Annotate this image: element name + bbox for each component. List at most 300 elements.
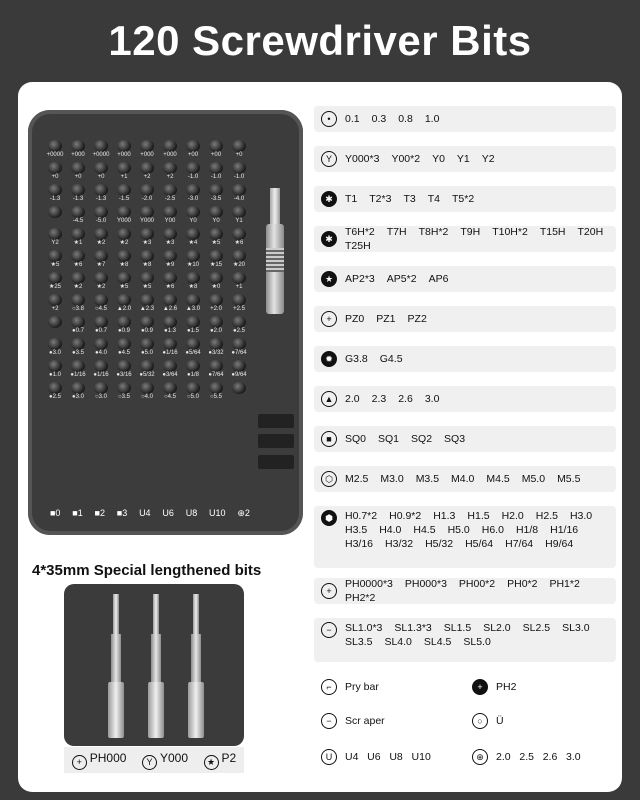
bit-label: ○3.8 <box>72 306 84 312</box>
bit-label: +0000 <box>46 152 64 158</box>
bit-label: ★0 <box>211 284 221 290</box>
bit-label: -3.5 <box>210 196 222 202</box>
bit-slot <box>182 316 204 337</box>
bit-label: ○4.5 <box>164 394 176 400</box>
bit-type-icon: Y <box>142 755 157 770</box>
bit-head <box>94 338 108 350</box>
bit-slot <box>136 140 158 161</box>
bit-slot <box>205 162 227 183</box>
bit-slot <box>228 316 250 337</box>
bit-size: T15H <box>539 226 566 238</box>
bit-head <box>232 294 246 306</box>
bit-label: ★3 <box>142 240 152 246</box>
bit-size: SL1.5 <box>443 622 472 634</box>
bit-size: H5.0 <box>447 524 470 536</box>
bit-head <box>94 382 108 394</box>
bit-type-icon: + <box>72 755 87 770</box>
page-title: 120 Screwdriver Bits <box>108 17 532 64</box>
bit-sizes <box>345 313 427 325</box>
tool-label: 2.0 2.5 2.6 3.0 <box>496 751 581 763</box>
bit-size: T4 <box>427 193 440 205</box>
bit-size: Y1 <box>456 153 470 165</box>
bit-type-row <box>314 346 616 372</box>
bit-label: -5.0 <box>95 218 107 224</box>
bit-slot <box>205 228 227 249</box>
bit-label: ★5 <box>142 284 152 290</box>
bit-grid <box>44 140 252 403</box>
bit-head <box>71 360 85 372</box>
bit-label: ●5.0 <box>141 350 153 356</box>
bit-slot <box>205 382 227 403</box>
bit-type-row <box>314 146 616 172</box>
bit-size: 1.0 <box>424 113 440 125</box>
bit-head <box>71 250 85 262</box>
bit-size: SL5.0 <box>463 636 491 648</box>
bit-sizes <box>345 578 616 604</box>
bit-head <box>209 360 223 372</box>
bit-slot <box>113 360 135 381</box>
bit-label: +2.5 <box>233 306 245 312</box>
tool-row <box>314 674 616 700</box>
bit-size: SQ1 <box>378 433 400 445</box>
bit-slot <box>113 272 135 293</box>
bit-slot <box>113 206 135 227</box>
bit-sizes <box>345 226 616 252</box>
bit-label: Y1 <box>235 218 243 224</box>
bit-head <box>232 382 246 394</box>
tool-item <box>465 744 616 770</box>
bit-slot <box>205 316 227 337</box>
bit-label: ●1.3 <box>164 328 176 334</box>
bit-size: H5/32 <box>425 538 454 550</box>
bit-label: -3.0 <box>187 196 199 202</box>
bit-head <box>71 382 85 394</box>
case-bottom-label: ■0 <box>50 508 61 518</box>
bit-type-row <box>314 578 616 604</box>
bit-slot <box>205 250 227 271</box>
bit-head <box>48 162 62 174</box>
bit-sizes <box>345 273 448 285</box>
bit-size: T25H <box>345 240 371 252</box>
bit-head <box>186 338 200 350</box>
bit-head <box>163 228 177 240</box>
bit-slot <box>182 250 204 271</box>
triangle-icon: ▲ <box>321 391 337 407</box>
bit-slot <box>67 228 89 249</box>
bit-slot <box>44 162 66 183</box>
bit-size: PZ0 <box>345 313 365 325</box>
bit-label: ★6 <box>234 240 244 246</box>
bit-slot <box>136 294 158 315</box>
bit-head <box>117 360 131 372</box>
bit-head <box>117 162 131 174</box>
bit-head <box>232 206 246 218</box>
bit-head <box>232 360 246 372</box>
bit-label: ★8 <box>119 262 129 268</box>
bit-head <box>186 294 200 306</box>
bit-slot <box>159 228 181 249</box>
bit-sizes <box>345 353 403 365</box>
bit-label: ★2 <box>73 284 83 290</box>
gear-star-icon: ✹ <box>321 351 337 367</box>
bit-head <box>117 294 131 306</box>
bit-slot <box>67 316 89 337</box>
bit-label: Y000 <box>139 218 154 224</box>
bit-slot <box>182 294 204 315</box>
bit-label: ●1/16 <box>70 372 86 378</box>
bit-head <box>140 162 154 174</box>
bit-slot <box>159 360 181 381</box>
bit-size: T2*3 <box>369 193 392 205</box>
bit-label: ●2.0 <box>210 328 222 334</box>
bit-label: +000 <box>117 152 131 158</box>
bit-slot <box>90 272 112 293</box>
bit-head <box>140 206 154 218</box>
bit-size: T10H*2 <box>492 226 528 238</box>
case-bottom-label: ■1 <box>72 508 83 518</box>
bit-size: H1/8 <box>515 524 539 536</box>
bit-label: Y0 <box>212 218 220 224</box>
bit-slot <box>159 140 181 161</box>
bit-slot <box>159 382 181 403</box>
bit-head <box>48 338 62 350</box>
bit-head <box>232 250 246 262</box>
bit-slot <box>113 250 135 271</box>
bit-slot <box>228 162 250 183</box>
bit-label: +2.0 <box>210 306 222 312</box>
bit-size: H1/16 <box>550 524 579 536</box>
bit-size: H4.5 <box>413 524 436 536</box>
bit-head <box>186 162 200 174</box>
tool-label: PH2 <box>496 681 517 693</box>
bit-slot <box>90 360 112 381</box>
bit-head <box>140 338 154 350</box>
bit-slot <box>90 338 112 359</box>
bit-size: AP6 <box>428 273 449 285</box>
bit-slot <box>136 316 158 337</box>
bit-sizes <box>345 193 474 205</box>
bit-slot <box>67 206 89 227</box>
bit-head <box>140 184 154 196</box>
tool-item <box>314 674 465 700</box>
bit-label: +1 <box>235 284 243 290</box>
bit-label: ●1/8 <box>187 372 199 378</box>
bit-label: ★5 <box>50 262 60 268</box>
bit-slot <box>159 338 181 359</box>
bit-head <box>117 272 131 284</box>
bit-slot <box>182 162 204 183</box>
bit-size: 2.3 <box>371 393 387 405</box>
bit-label: ●5/64 <box>185 350 201 356</box>
bit-label: ○5.0 <box>187 394 199 400</box>
phillips-icon: + <box>321 583 337 599</box>
bit-slot <box>44 338 66 359</box>
bit-head <box>94 228 108 240</box>
bit-slot <box>182 206 204 227</box>
case-bottom-label: ■3 <box>116 508 128 518</box>
bit-head <box>163 250 177 262</box>
bit-slot <box>159 206 181 227</box>
bit-head <box>232 316 246 328</box>
bit-size: 2.0 <box>345 393 360 405</box>
bit-head <box>209 250 223 262</box>
bit-size: G4.5 <box>379 353 403 365</box>
bit-head <box>94 294 108 306</box>
bit-head <box>94 250 108 262</box>
bit-label: +000 <box>71 152 85 158</box>
hex-outline-icon: ⬡ <box>321 471 337 487</box>
bit-size: 0.3 <box>371 113 387 125</box>
bit-size: T3 <box>403 193 416 205</box>
bit-slot <box>159 250 181 271</box>
bit-slot <box>44 316 66 337</box>
special-bit-label <box>142 751 188 770</box>
phillips-filled-icon: + <box>472 679 488 695</box>
bit-size: T20H <box>577 226 604 238</box>
bit-head <box>140 250 154 262</box>
bit-size: PH1*2 <box>549 578 580 590</box>
bit-head <box>232 338 246 350</box>
bit-label: ●3.5 <box>72 350 84 356</box>
bit-label: -4.5 <box>72 218 84 224</box>
tool-label: Ü <box>496 715 504 727</box>
bit-slot <box>205 360 227 381</box>
bit-slot <box>228 338 250 359</box>
bit-head <box>186 184 200 196</box>
bit-size: PH000*3 <box>404 578 447 590</box>
bit-head <box>140 360 154 372</box>
bit-size: H9/64 <box>545 538 574 550</box>
bit-slot <box>90 162 112 183</box>
bit-slot <box>67 294 89 315</box>
tool-label: Pry bar <box>345 681 379 693</box>
bit-head <box>186 206 200 218</box>
bit-slot <box>44 382 66 403</box>
bit-slot <box>205 294 227 315</box>
bit-size: SL4.5 <box>423 636 452 648</box>
bit-type-row <box>314 306 616 332</box>
bit-label: +0000 <box>92 152 110 158</box>
bit-label: ●0.7 <box>95 328 107 334</box>
bit-type-row <box>314 618 616 662</box>
bit-head <box>117 338 131 350</box>
bit-sizes <box>345 622 616 648</box>
bit-label: +0 <box>74 174 82 180</box>
tool-label: U4 U6 U8 U10 <box>345 751 431 763</box>
bit-type-row <box>314 226 616 252</box>
bit-head <box>117 206 131 218</box>
bit-label: ○4.0 <box>141 394 153 400</box>
bit-label: -4.0 <box>233 196 245 202</box>
bit-head <box>163 272 177 284</box>
bit-label: +00 <box>210 152 222 158</box>
special-bit-label <box>204 751 237 770</box>
bit-head <box>232 140 246 152</box>
special-bit-text: P2 <box>221 750 237 765</box>
bit-label: ●1/16 <box>93 372 109 378</box>
bit-slot <box>67 338 89 359</box>
bit-size: H2.5 <box>535 510 558 522</box>
bit-size: 0.8 <box>398 113 413 125</box>
bit-label: ●2.5 <box>49 394 61 400</box>
bit-label: ★2 <box>96 284 106 290</box>
tool-item <box>314 708 465 734</box>
bit-head <box>209 382 223 394</box>
bit-size: Y0 <box>432 153 445 165</box>
bit-size: H3.5 <box>345 524 368 536</box>
bit-size: H3/32 <box>385 538 414 550</box>
bit-slot <box>182 140 204 161</box>
lengthened-bit <box>146 594 166 744</box>
bit-size: PH0*2 <box>507 578 538 590</box>
bit-label: Y2 <box>51 240 59 246</box>
bit-label: ●4.0 <box>95 350 107 356</box>
bit-slot <box>67 272 89 293</box>
bit-slot <box>44 140 66 161</box>
bit-size: H3/16 <box>345 538 374 550</box>
bit-size: SL2.0 <box>483 622 511 634</box>
bit-head <box>48 382 62 394</box>
bit-slot <box>44 206 66 227</box>
bit-holder-handle <box>262 188 288 318</box>
bit-label: -1.0 <box>187 174 199 180</box>
case-bottom-label: U4 <box>139 508 151 518</box>
bit-head <box>117 184 131 196</box>
bit-label: ●5/32 <box>139 372 155 378</box>
bit-label: ●7/64 <box>208 372 224 378</box>
bit-slot <box>228 184 250 205</box>
bit-head <box>48 360 62 372</box>
square-icon: ■ <box>321 431 337 447</box>
bit-head <box>48 250 62 262</box>
bit-label: ●1.5 <box>187 328 199 334</box>
bit-size: T5*2 <box>451 193 475 205</box>
slotted-icon: − <box>321 622 337 638</box>
case-bottom-label: U6 <box>162 508 174 518</box>
case-bottom-label: ■2 <box>94 508 105 518</box>
bit-label: ●3/16 <box>116 372 132 378</box>
bit-slot <box>159 184 181 205</box>
tri-wing-y-icon: Y <box>321 151 337 167</box>
bit-head <box>48 294 62 306</box>
lengthened-bit <box>106 594 126 744</box>
bit-label: ●1/16 <box>162 350 178 356</box>
case-slot <box>258 434 294 448</box>
pry-bar-icon: ⌐ <box>321 679 337 695</box>
bit-size: M3.5 <box>415 473 440 485</box>
bit-label: ○3.0 <box>95 394 107 400</box>
bit-head <box>94 140 108 152</box>
bit-label: ●3.0 <box>49 350 61 356</box>
bit-label: ●1.0 <box>49 372 61 378</box>
bit-slot <box>228 206 250 227</box>
bit-slot <box>182 360 204 381</box>
bit-slot <box>136 250 158 271</box>
bit-slot <box>159 316 181 337</box>
bit-head <box>140 382 154 394</box>
bit-label: -1.0 <box>210 174 222 180</box>
bit-label: -2.5 <box>164 196 176 202</box>
bit-label: ★3 <box>165 240 175 246</box>
bit-head <box>232 272 246 284</box>
bit-slot <box>44 272 66 293</box>
bit-size: T1 <box>345 193 358 205</box>
bit-slot <box>182 382 204 403</box>
bit-head <box>48 316 62 328</box>
case-bottom-label: U8 <box>185 508 198 518</box>
bit-head <box>71 294 85 306</box>
bit-head <box>186 272 200 284</box>
pentalobe-icon: ★ <box>321 271 337 287</box>
bit-slot <box>182 228 204 249</box>
bit-label: +0 <box>97 174 105 180</box>
bit-label: -1.3 <box>72 196 84 202</box>
bit-slot <box>136 206 158 227</box>
bit-size: H2.0 <box>501 510 524 522</box>
bit-slot <box>44 184 66 205</box>
bit-size: AP5*2 <box>386 273 417 285</box>
bit-type-row <box>314 426 616 452</box>
bit-type-row <box>314 466 616 492</box>
bit-size: T6H*2 <box>345 226 375 238</box>
special-bit-text: PH000 <box>89 750 127 765</box>
bit-slot <box>90 382 112 403</box>
bit-slot <box>113 228 135 249</box>
case-bottom-label: ⊕2 <box>237 508 250 518</box>
case-bottom-labels <box>50 508 250 519</box>
tool-row <box>314 708 616 734</box>
bit-head <box>94 162 108 174</box>
bit-slot <box>44 360 66 381</box>
bit-head <box>209 228 223 240</box>
bit-head <box>209 316 223 328</box>
bit-slot <box>205 272 227 293</box>
bit-head <box>48 228 62 240</box>
bit-head <box>94 206 108 218</box>
bit-slot <box>159 294 181 315</box>
bit-head <box>117 316 131 328</box>
bit-slot <box>90 250 112 271</box>
bit-slot <box>67 360 89 381</box>
bit-label: ●4.5 <box>118 350 130 356</box>
bit-slot <box>228 272 250 293</box>
bit-size: SL3.5 <box>345 636 373 648</box>
bit-slot <box>205 184 227 205</box>
bit-head <box>140 294 154 306</box>
bit-head <box>186 382 200 394</box>
bit-slot <box>159 272 181 293</box>
bit-head <box>117 382 131 394</box>
bit-head <box>71 162 85 174</box>
bit-size: H4.0 <box>379 524 402 536</box>
bit-slot <box>136 338 158 359</box>
bit-label: ★9 <box>165 262 175 268</box>
bit-label: ★2 <box>96 240 106 246</box>
bit-label: ○3.5 <box>118 394 130 400</box>
bit-label: Y000 <box>116 218 131 224</box>
bit-size: H0.7*2 <box>345 510 378 522</box>
bit-label: Y0 <box>189 218 197 224</box>
bit-size: SL1.0*3 <box>345 622 383 634</box>
bit-head <box>209 294 223 306</box>
bit-head <box>209 338 223 350</box>
bit-size: M3.0 <box>380 473 404 485</box>
bit-slot <box>205 140 227 161</box>
bit-head <box>186 140 200 152</box>
bit-head <box>140 316 154 328</box>
bit-slot <box>90 184 112 205</box>
bit-type-icon: ★ <box>204 755 219 770</box>
